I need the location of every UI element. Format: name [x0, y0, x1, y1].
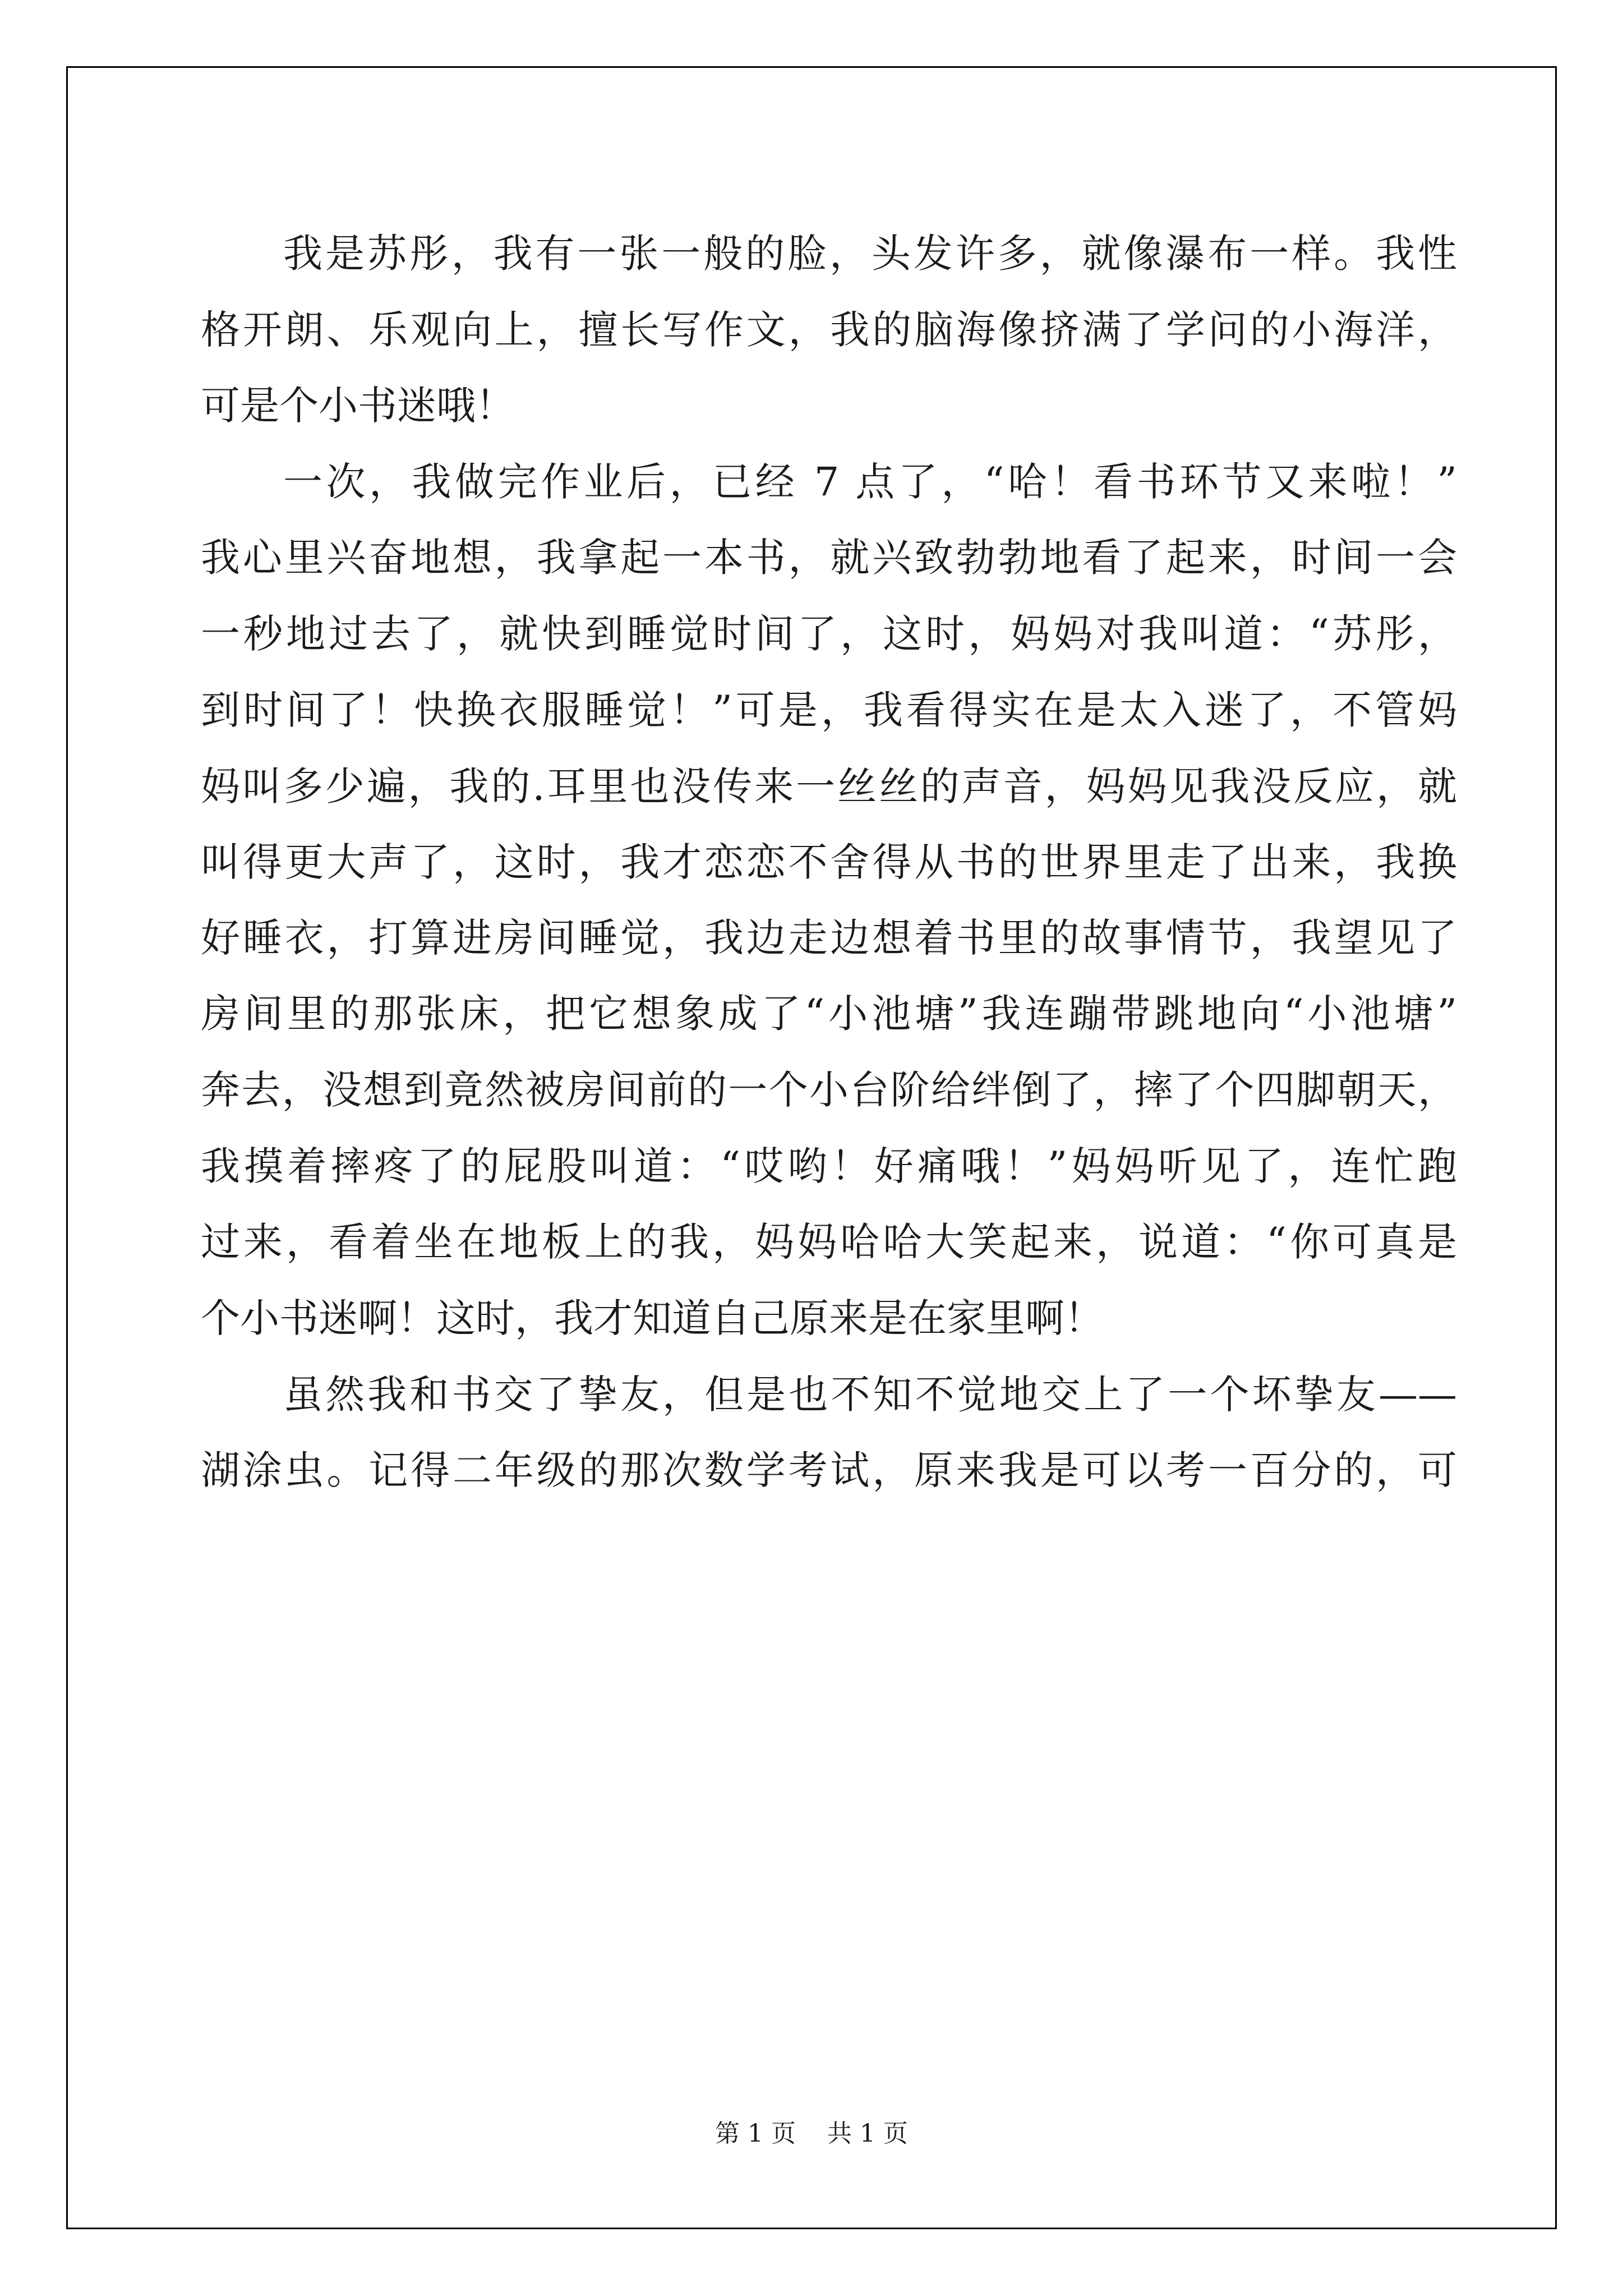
text-line: 我心里兴奋地想，我拿起一本书，就兴致勃勃地看了起来，时间一会: [201, 535, 1457, 581]
text-line: 好睡衣，打算进房间睡觉，我边走边想着书里的故事情节，我望见了: [201, 915, 1457, 961]
text-line: 到时间了！快换衣服睡觉！”可是，我看得实在是太入迷了，不管妈: [201, 687, 1457, 733]
text-line: 湖涂虫。记得二年级的那次数学考试，原来我是可以考一百分的，可: [201, 1447, 1457, 1493]
text-line: 可是个小书迷哦！: [201, 383, 515, 429]
text-line: 一秒地过去了，就快到睡觉时间了，这时，妈妈对我叫道：“苏彤，: [201, 611, 1457, 657]
page-number: 第 1 页 共 1 页: [715, 2119, 908, 2148]
text-line: 奔去，没想到竟然被房间前的一个小台阶给绊倒了，摔了个四脚朝天，: [201, 1067, 1457, 1113]
text-line: 过来，看着坐在地板上的我，妈妈哈哈大笑起来，说道：“你可真是: [201, 1219, 1457, 1265]
text-line: 个小书迷啊！这时，我才知道自己原来是在家里啊！: [201, 1295, 1104, 1341]
text-line: 我摸着摔疼了的屁股叫道：“哎哟！好痛哦！”妈妈听见了，连忙跑: [201, 1143, 1457, 1189]
text-line: 我是苏彤，我有一张一般的脸，头发许多，就像瀑布一样。我性: [283, 231, 1457, 277]
text-line: 虽然我和书交了挚友，但是也不知不觉地交上了一个坏挚友——: [283, 1372, 1457, 1418]
text-line: 妈叫多少遍，我的.耳里也没传来一丝丝的声音，妈妈见我没反应，就: [201, 763, 1457, 809]
text-line: 房间里的那张床，把它想象成了“小池塘”我连蹦带跳地向“小池塘”: [201, 991, 1457, 1037]
text-line: 格开朗、乐观向上，擅长写作文，我的脑海像挤满了学问的小海洋，: [201, 307, 1457, 353]
text-line: 一次，我做完作业后，已经 7 点了，“哈！看书环节又来啦！”: [283, 459, 1457, 505]
text-line: 叫得更大声了，这时，我才恋恋不舍得从书的世界里走了出来，我换: [201, 839, 1457, 885]
